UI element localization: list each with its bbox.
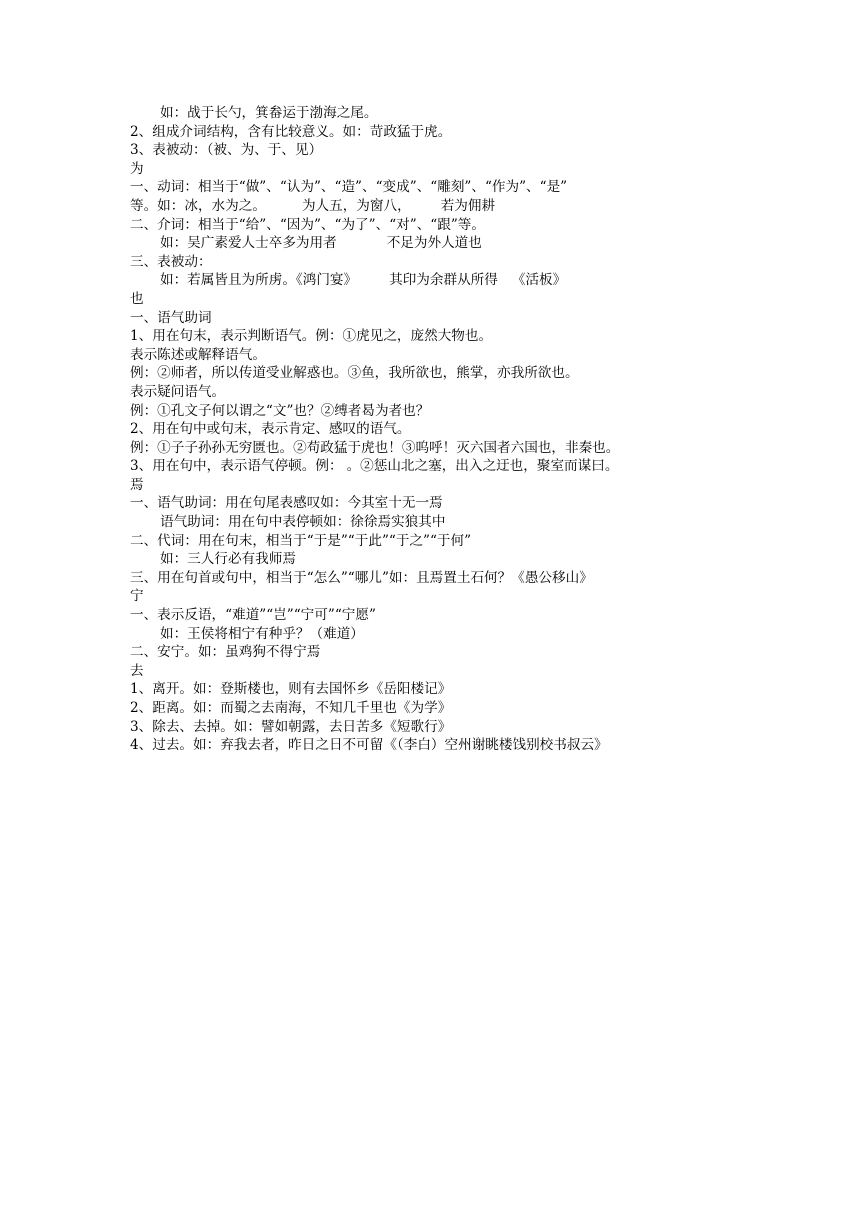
text-segment: 一、动词：相当于“做”、“认为”、“造”、“变成”、“雕刻”、“作为”、“是”	[130, 179, 568, 196]
text-line	[130, 346, 750, 365]
text-segment: 2、距离。如：而蜀之去南海，不知几千里也《为学》	[130, 700, 452, 716]
text-segment: 二、安宁。如：虽鸡狗不得宁焉	[130, 644, 321, 661]
text-segment: 表示疑问语气。	[130, 383, 226, 400]
text-segment: 等。如：冰，水为之。	[130, 197, 266, 214]
text-segment: 如：战于长勺，箕畚运于渤海之尾。	[160, 105, 378, 121]
heading-text: 也	[130, 290, 144, 307]
text-line	[130, 606, 750, 625]
heading-text: 去	[130, 662, 144, 679]
text-line	[130, 327, 750, 346]
text-segment: 二、介词：相当于“给”、“因为”、“为了”、“对”、“跟”等。	[130, 216, 485, 233]
text-line	[130, 643, 750, 662]
text-segment: 一、表示反语，“难道”“岂”“宁可”“宁愿”	[130, 607, 376, 624]
text-segment: 3、用在句中，表示语气停顿。例：	[130, 458, 343, 475]
section-heading	[130, 290, 750, 309]
text-line	[130, 569, 750, 588]
section-heading	[130, 587, 750, 606]
text-segment: 不足为外人道也	[386, 235, 482, 252]
text-segment: 3、表被动：（被、为、于、见）	[130, 142, 323, 159]
text-line	[130, 271, 750, 290]
text-segment: 如：若属皆且为所虏。《鸿门宴》	[160, 272, 358, 289]
text-segment: 语气助词：用在句中表停顿如：徐徐焉实狼其中	[160, 514, 446, 531]
text-line	[130, 104, 750, 123]
text-line	[130, 680, 750, 699]
text-line	[130, 141, 750, 160]
text-segment: 例：①孔文子何以谓之“文”也？②缚者曷为者也？	[130, 402, 430, 419]
text-segment: 如：吴广素爱人士卒多为用者	[160, 235, 337, 252]
text-line	[130, 197, 750, 216]
text-segment: 一、语气助词：用在句尾表感叹如：今其室十无一焉	[130, 495, 443, 512]
text-segment: 例：②师者，所以传道受业解惑也。③鱼，我所欲也，熊掌，亦我所欲也。	[130, 365, 579, 382]
text-line	[130, 364, 750, 383]
text-line	[130, 513, 750, 532]
text-segment: 4、过去。如：弃我去者，昨日之日不可留《（李白）空州谢眺楼饯别校书叔云》	[130, 737, 608, 754]
heading-text: 宁	[130, 588, 144, 605]
text-line	[130, 123, 750, 142]
text-line	[130, 736, 750, 755]
text-segment: 若为佣耕	[440, 197, 496, 214]
text-line	[130, 625, 750, 644]
text-line	[130, 309, 750, 328]
text-line	[130, 178, 750, 197]
text-line	[130, 234, 750, 253]
text-line	[130, 699, 750, 718]
text-line	[130, 550, 750, 569]
text-line	[130, 383, 750, 402]
text-segment: 如：三人行必有我师焉	[160, 551, 296, 568]
text-segment: 三、用在句首或句中，相当于“怎么”“哪儿”如：且焉置土石何？《愚公移山》	[130, 569, 593, 586]
text-segment: 。②惩山北之塞，出入之迂也，聚室而谋曰。	[346, 458, 619, 475]
section-heading	[130, 662, 750, 681]
document-body	[130, 104, 750, 755]
text-segment: 其印为余群从所得	[389, 272, 498, 289]
text-segment: 《活板》	[511, 272, 567, 289]
text-segment: 1、用在句末，表示判断语气。例：①虎见之，庞然大物也。	[130, 328, 493, 345]
text-segment: 如：王侯将相宁有种乎？（难道）	[160, 625, 364, 642]
text-line	[130, 216, 750, 235]
text-segment: 2、组成介词结构，含有比较意义。如：苛政猛于虎。	[130, 123, 452, 140]
text-line	[130, 457, 750, 476]
text-line	[130, 718, 750, 737]
text-line	[130, 494, 750, 513]
text-segment: 三、表被动：	[130, 253, 212, 270]
text-segment: 3、除去、去掉。如：譬如朝露，去日苦多《短歌行》	[130, 718, 452, 735]
text-segment: 表示陈述或解释语气。	[130, 346, 266, 363]
text-line	[130, 402, 750, 421]
text-segment: 例：①子子孙孙无穷匮也。②苟政猛于虎也！③呜呼！灭六国者六国也，非秦也。	[130, 439, 620, 456]
text-segment: 为人五，为窗八，	[301, 197, 411, 214]
text-line	[130, 532, 750, 551]
text-line	[130, 420, 750, 439]
text-line	[130, 439, 750, 458]
text-line	[130, 253, 750, 272]
section-heading	[130, 476, 750, 495]
text-segment: 2、用在句中或句末，表示肯定、感叹的语气。	[130, 421, 411, 438]
text-segment: 二、代词：用在句末，相当于“于是”“于此”“于之”“于何”	[130, 532, 472, 549]
section-heading	[130, 160, 750, 179]
text-segment: 1、离开。如：登斯楼也，则有去国怀乡《岳阳楼记》	[130, 681, 452, 698]
heading-text: 焉	[130, 476, 144, 493]
heading-text: 为	[130, 160, 144, 177]
text-segment: 一、语气助词	[130, 309, 212, 326]
